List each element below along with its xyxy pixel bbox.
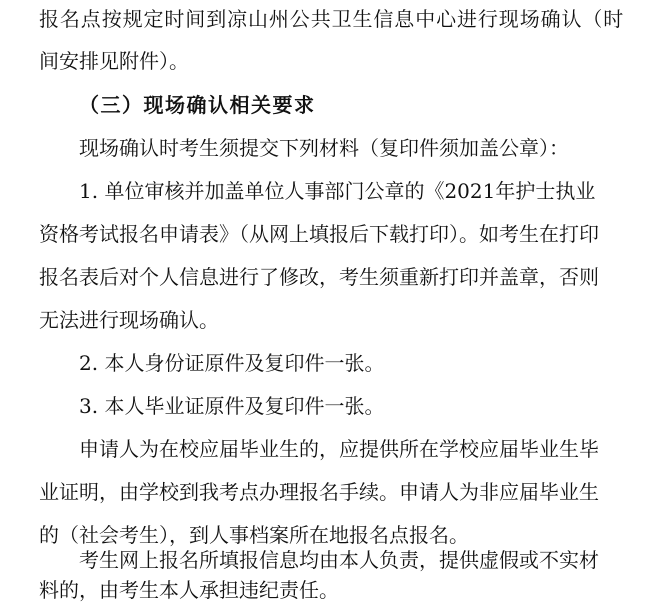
- paragraph-line: 业证明，由学校到我考点办理报名手续。申请人为非应届毕业生: [39, 480, 599, 504]
- paragraph-line: 报名表后对个人信息进行了修改，考生须重新打印并盖章，否则: [39, 265, 599, 289]
- paragraph-line: 无法进行现场确认。: [39, 308, 219, 332]
- list-item-line: 3. 本人毕业证原件及复印件一张。: [79, 394, 385, 418]
- paragraph-line: 料的，由考生本人承担违纪责任。: [39, 578, 339, 602]
- paragraph-line: 现场确认时考生须提交下列材料（复印件须加盖公章）：: [79, 136, 569, 160]
- paragraph-line: 申请人为在校应届毕业生的，应提供所在学校应届毕业生毕: [79, 437, 599, 461]
- paragraph-line: 的（社会考生），到人事档案所在地报名点报名。: [39, 523, 469, 547]
- section-heading: （三）现场确认相关要求: [79, 93, 316, 117]
- paragraph-line: 报名点按规定时间到凉山州公共卫生信息中心进行现场确认（时: [39, 7, 625, 31]
- paragraph-line: 间安排见附件）。: [39, 49, 189, 73]
- paragraph-line: 考生网上报名所填报信息均由本人负责，提供虚假或不实材: [79, 548, 599, 572]
- paragraph-line: 资格考试报名申请表》（从网上填报后下载打印）。如考生在打印: [39, 222, 599, 246]
- list-item-line: 1. 单位审核并加盖单位人事部门公章的《2021年护士执业: [79, 179, 596, 203]
- list-item-line: 2. 本人身份证原件及复印件一张。: [79, 351, 385, 375]
